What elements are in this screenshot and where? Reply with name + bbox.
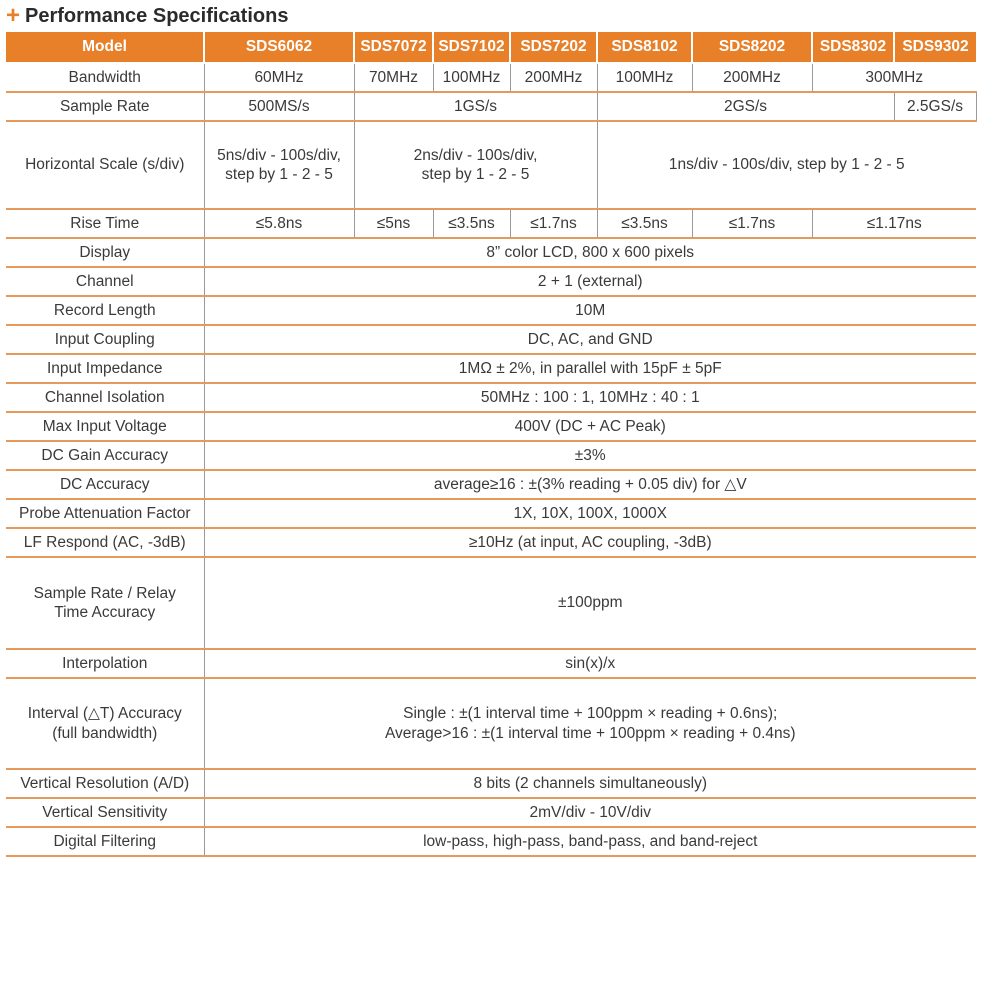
- header-row: [6, 32, 976, 63]
- row-label: [6, 557, 204, 649]
- cell-value: 50MHz : 100 : 1, 10MHz : 40 : 1: [204, 383, 976, 412]
- cell-value: 1ns/div - 100s/div, step by 1 - 2 - 5: [597, 121, 976, 209]
- cell-value: ≤1.7ns: [510, 209, 597, 238]
- cell-value: ≤1.7ns: [692, 209, 812, 238]
- row-interval-accuracy: [6, 678, 976, 769]
- model-sds8202: SDS8202: [692, 32, 812, 63]
- cell-line: step by 1 - 2 - 5: [421, 166, 530, 183]
- row-digital-filtering: [6, 827, 976, 856]
- row-probe-attenuation: [6, 499, 976, 528]
- cell-value: 200MHz: [510, 63, 597, 92]
- row-label: Vertical Resolution (A/D): [6, 769, 204, 798]
- section-title: Performance Specifications: [25, 4, 289, 27]
- row-label: Vertical Sensitivity: [6, 798, 204, 827]
- row-dc-gain-accuracy: [6, 441, 976, 470]
- row-label: [6, 678, 204, 769]
- model-sds8302: SDS8302: [812, 32, 894, 63]
- plus-icon[interactable]: +: [6, 2, 21, 29]
- row-display: [6, 238, 976, 267]
- cell-value: [204, 121, 354, 209]
- label-line: Time Accuracy: [54, 604, 156, 621]
- row-label: Sample Rate: [6, 92, 204, 121]
- row-label: LF Respond (AC, -3dB): [6, 528, 204, 557]
- cell-value: 500MS/s: [204, 92, 354, 121]
- row-horizontal-scale: [6, 121, 976, 209]
- cell-line: 2ns/div - 100s/div,: [413, 146, 538, 164]
- cell-value: average≥16 : ±(3% reading + 0.05 div) for △V: [204, 470, 976, 499]
- row-interpolation: [6, 649, 976, 678]
- label-line: Interval (△T) Accuracy: [27, 705, 182, 723]
- model-sds7102: SDS7102: [433, 32, 510, 63]
- model-sds8102: SDS8102: [597, 32, 692, 63]
- cell-value: ≤3.5ns: [433, 209, 510, 238]
- cell-value: DC, AC, and GND: [204, 325, 976, 354]
- row-lf-respond: [6, 528, 976, 557]
- model-sds9302: SDS9302: [894, 32, 976, 63]
- row-label: Input Coupling: [6, 325, 204, 354]
- cell-line: 5ns/div - 100s/div,: [217, 146, 341, 164]
- row-bandwidth: [6, 63, 976, 92]
- row-label: Rise Time: [6, 209, 204, 238]
- row-channel: [6, 267, 976, 296]
- row-label: DC Gain Accuracy: [6, 441, 204, 470]
- cell-value: ≥10Hz (at input, AC coupling, -3dB): [204, 528, 976, 557]
- cell-line: step by 1 - 2 - 5: [225, 166, 333, 183]
- cell-value: 10M: [204, 296, 976, 325]
- spec-table: [6, 32, 976, 857]
- cell-value: 60MHz: [204, 63, 354, 92]
- cell-value: ±3%: [204, 441, 976, 470]
- cell-value: ≤5.8ns: [204, 209, 354, 238]
- cell-value: sin(x)/x: [204, 649, 976, 678]
- cell-value: 2GS/s: [597, 92, 894, 121]
- cell-line: Single : ±(1 interval time + 100ppm × reading + 0.6ns);: [403, 705, 778, 723]
- label-line: (full bandwidth): [52, 724, 158, 742]
- row-record-length: [6, 296, 976, 325]
- row-label: Bandwidth: [6, 63, 204, 92]
- cell-value: 70MHz: [354, 63, 433, 92]
- cell-value: 100MHz: [597, 63, 692, 92]
- model-sds6062: SDS6062: [204, 32, 354, 63]
- cell-value: [204, 678, 976, 769]
- row-channel-isolation: [6, 383, 976, 412]
- cell-value: 2.5GS/s: [894, 92, 976, 121]
- row-label: Display: [6, 238, 204, 267]
- cell-value: 1X, 10X, 100X, 1000X: [204, 499, 976, 528]
- model-sds7072: SDS7072: [354, 32, 433, 63]
- cell-value: ≤1.17ns: [812, 209, 976, 238]
- cell-line: Average>16 : ±(1 interval time + 100ppm × reading + 0.4ns): [384, 724, 796, 742]
- cell-value: ≤3.5ns: [597, 209, 692, 238]
- cell-value: 8” color LCD, 800 x 600 pixels: [204, 238, 976, 267]
- row-dc-accuracy: [6, 470, 976, 499]
- row-label: Max Input Voltage: [6, 412, 204, 441]
- section-heading: [6, 2, 288, 30]
- row-label: Record Length: [6, 296, 204, 325]
- row-label: Interpolation: [6, 649, 204, 678]
- cell-value: low-pass, high-pass, band-pass, and band-reject: [204, 827, 976, 856]
- cell-value: 2 + 1 (external): [204, 267, 976, 296]
- row-label: Probe Attenuation Factor: [6, 499, 204, 528]
- row-max-input-voltage: [6, 412, 976, 441]
- cell-value: 8 bits (2 channels simultaneously): [204, 769, 976, 798]
- label-line: Sample Rate / Relay: [33, 584, 176, 602]
- cell-value: ±100ppm: [204, 557, 976, 649]
- row-input-impedance: [6, 354, 976, 383]
- row-sample-rate: [6, 92, 976, 121]
- cell-value: [354, 121, 597, 209]
- row-label: Channel Isolation: [6, 383, 204, 412]
- row-vertical-resolution: [6, 769, 976, 798]
- row-label: Horizontal Scale (s/div): [6, 121, 204, 209]
- row-vertical-sensitivity: [6, 798, 976, 827]
- cell-value: 100MHz: [433, 63, 510, 92]
- cell-value: 400V (DC + AC Peak): [204, 412, 976, 441]
- cell-value: ≤5ns: [354, 209, 433, 238]
- row-label: DC Accuracy: [6, 470, 204, 499]
- row-label: Channel: [6, 267, 204, 296]
- row-input-coupling: [6, 325, 976, 354]
- row-label: Input Impedance: [6, 354, 204, 383]
- row-sample-rate-relay: [6, 557, 976, 649]
- model-header: Model: [6, 32, 204, 63]
- row-rise-time: [6, 209, 976, 238]
- cell-value: 2mV/div - 10V/div: [204, 798, 976, 827]
- cell-value: 1GS/s: [354, 92, 597, 121]
- model-sds7202: SDS7202: [510, 32, 597, 63]
- cell-value: 300MHz: [812, 63, 976, 92]
- cell-value: 1MΩ ± 2%, in parallel with 15pF ± 5pF: [204, 354, 976, 383]
- row-label: Digital Filtering: [6, 827, 204, 856]
- cell-value: 200MHz: [692, 63, 812, 92]
